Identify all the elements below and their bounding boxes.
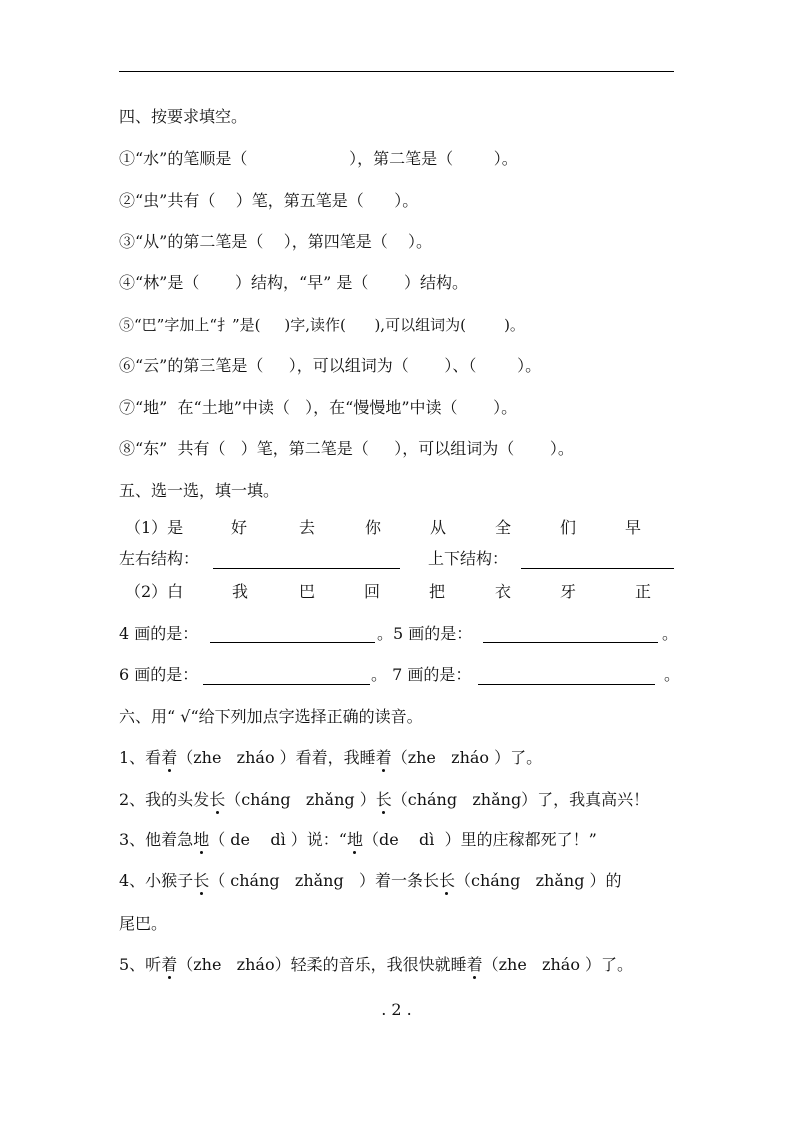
s6-question-2: 2、我的头发长（cháng zhǎng ）长（cháng zhǎng）了，我真高兴！ <box>119 790 650 809</box>
top-bottom-structure-label: 上下结构： <box>428 549 509 568</box>
section-4-title: 四、按要求填空。 <box>119 107 248 126</box>
group2-char: 我 <box>232 582 249 601</box>
dotted-char: 着 <box>161 955 178 974</box>
s4-item-1: ①“水”的笔顺是（ ），第二笔是（ ）。 <box>119 149 518 168</box>
group1-char: 你 <box>365 518 382 537</box>
s6-question-4-continued: 尾巴。 <box>119 914 168 933</box>
strokes-7-end: 。 <box>664 665 681 684</box>
strokes-5-label: 。5 画的是： <box>377 624 473 643</box>
s4-item-6: ⑥“云”的第三笔是（ ），可以组词为（ ）、（ ）。 <box>119 356 542 375</box>
dotted-char: 长 <box>438 871 455 890</box>
s4-item-4: ④“林”是（ ）结构，“早” 是（ ）结构。 <box>119 273 469 292</box>
dotted-char: 着 <box>161 748 178 767</box>
group1-char: 全 <box>495 518 512 537</box>
dotted-char: 地 <box>193 830 210 849</box>
s6-question-5: 5、听着（zhe zháo）轻柔的音乐，我很快就睡着（zhe zháo ）了。 <box>119 955 634 974</box>
strokes-7-label: 。 7 画的是： <box>371 665 472 684</box>
strokes-5-end: 。 <box>662 624 679 643</box>
s4-item-3: ③“从”的第二笔是（ ），第四笔是（ ）。 <box>119 232 433 251</box>
group1-char: 好 <box>231 518 248 537</box>
section-6-title: 六、用“ √“给下列加点字选择正确的读音。 <box>119 707 423 726</box>
dotted-char: 着 <box>466 955 483 974</box>
page-number: . 2 . <box>381 1000 412 1019</box>
left-right-answer-line[interactable] <box>213 568 400 569</box>
group2-char: 巴 <box>299 582 316 601</box>
group2-char: 把 <box>429 582 446 601</box>
group2-char: 衣 <box>495 582 512 601</box>
header-rule <box>119 71 674 72</box>
dotted-char: 长 <box>209 790 226 809</box>
strokes-4-label: 4 画的是： <box>119 624 199 643</box>
s4-item-2: ②“虫”共有（ ）笔，第五笔是（ ）。 <box>119 191 419 210</box>
group2-char: 正 <box>635 582 652 601</box>
group1-char: 从 <box>430 518 447 537</box>
s4-item-7: ⑦“地” 在“土地”中读（ ），在“慢慢地”中读（ ）。 <box>119 398 518 417</box>
group2-label: （2）白 <box>125 582 184 601</box>
group2-char: 回 <box>364 582 381 601</box>
dotted-char: 长 <box>193 871 210 890</box>
group1-char: 早 <box>625 518 642 537</box>
top-bottom-answer-line[interactable] <box>521 568 674 569</box>
strokes-6-label: 6 画的是： <box>119 665 199 684</box>
group1-char: 们 <box>560 518 577 537</box>
group2-char: 牙 <box>560 582 577 601</box>
dotted-char: 地 <box>346 830 363 849</box>
s4-item-5: ⑤“巴”字加上“扌”是( )字,读作( ),可以组词为( )。 <box>119 316 525 334</box>
group1-char: 去 <box>299 518 316 537</box>
s4-item-8: ⑧“东” 共有（ ）笔，第二笔是（ ），可以组词为（ ）。 <box>119 439 574 458</box>
s6-question-4: 4、小猴子长（ cháng zhǎng ）着一条长长（cháng zhǎng ）的 <box>119 871 622 890</box>
dotted-char: 长 <box>375 790 392 809</box>
strokes-5-answer-line[interactable] <box>483 642 658 643</box>
s6-question-3: 3、他着急地（ de dì ）说：“地（de dì ）里的庄稼都死了！” <box>119 830 597 849</box>
strokes-4-answer-line[interactable] <box>210 642 375 643</box>
section-5-title: 五、选一选，填一填。 <box>119 481 280 500</box>
s6-question-1: 1、看着（zhe zháo ）看着，我睡着（zhe zháo ）了。 <box>119 748 543 767</box>
strokes-7-answer-line[interactable] <box>478 684 655 685</box>
dotted-char: 着 <box>375 748 392 767</box>
group1-label: （1）是 <box>125 518 184 537</box>
left-right-structure-label: 左右结构： <box>119 549 200 568</box>
strokes-6-answer-line[interactable] <box>203 684 370 685</box>
